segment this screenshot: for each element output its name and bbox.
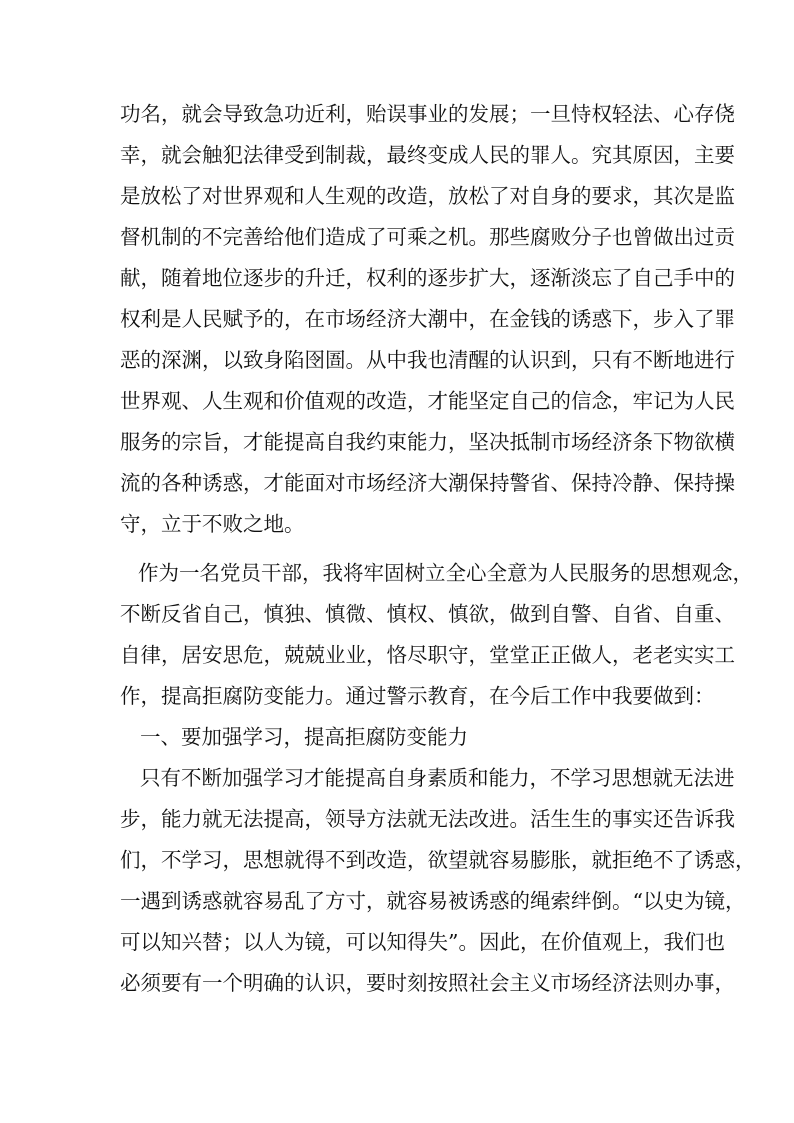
paragraph-line: 一遇到诱惑就容易乱了方寸，就容易被诱惑的绳索绊倒。“以史为镜， — [120, 889, 746, 913]
section-heading: 一、要加强学习，提高拒腐防变能力 — [140, 725, 468, 749]
paragraph-line: 幸，就会触犯法律受到制裁，最终变成人民的罪人。究其原因，主要 — [120, 143, 735, 167]
paragraph-line: 世界观、人生观和价值观的改造，才能坚定自己的信念，牢记为人民 — [120, 389, 735, 413]
paragraph-line: 可以知兴替；以人为镜，可以知得失”。因此，在价值观上，我们也 — [120, 930, 725, 954]
paragraph-line: 只有不断加强学习才能提高自身素质和能力，不学习思想就无法进 — [140, 766, 735, 790]
paragraph-line: 是放松了对世界观和人生观的改造，放松了对自身的要求，其次是监 — [120, 184, 735, 208]
paragraph-line: 作为一名党员干部，我将牢固树立全心全意为人民服务的思想观念， — [138, 561, 753, 585]
paragraph-line: 必须要有一个明确的认识，要时刻按照社会主义市场经济法则办事， — [120, 971, 735, 995]
paragraph-line: 献，随着地位逐步的升迁，权利的逐步扩大，逐渐淡忘了自己手中的 — [120, 266, 735, 290]
paragraph-line: 不断反省自己，慎独、慎微、慎权、慎欲，做到自警、自省、自重、 — [120, 602, 735, 626]
paragraph-line: 作，提高拒腐防变能力。通过警示教育，在今后工作中我要做到： — [120, 684, 715, 708]
paragraph-line: 们，不学习，思想就得不到改造，欲望就容易膨胀，就拒绝不了诱惑， — [120, 848, 756, 872]
paragraph-line: 流的各种诱惑，才能面对市场经济大潮保持警省、保持冷静、保持操 — [120, 471, 735, 495]
paragraph-line: 步，能力就无法提高，领导方法就无法改进。活生生的事实还告诉我 — [120, 807, 735, 831]
paragraph-line: 权利是人民赋予的，在市场经济大潮中，在金钱的诱惑下，步入了罪 — [120, 307, 735, 331]
paragraph-line: 守，立于不败之地。 — [120, 512, 305, 536]
paragraph-line: 督机制的不完善给他们造成了可乘之机。那些腐败分子也曾做出过贡 — [120, 225, 735, 249]
paragraph-line: 自律，居安思危，兢兢业业，恪尽职守，堂堂正正做人，老老实实工 — [120, 643, 735, 667]
paragraph-line: 恶的深渊，以致身陷囹圄。从中我也清醒的认识到，只有不断地进行 — [120, 348, 735, 372]
paragraph-line: 服务的宗旨，才能提高自我约束能力，坚决抵制市场经济条下物欲横 — [120, 430, 735, 454]
paragraph-line: 功名，就会导致急功近利，贻误事业的发展；一旦恃权轻法、心存侥 — [120, 102, 735, 126]
